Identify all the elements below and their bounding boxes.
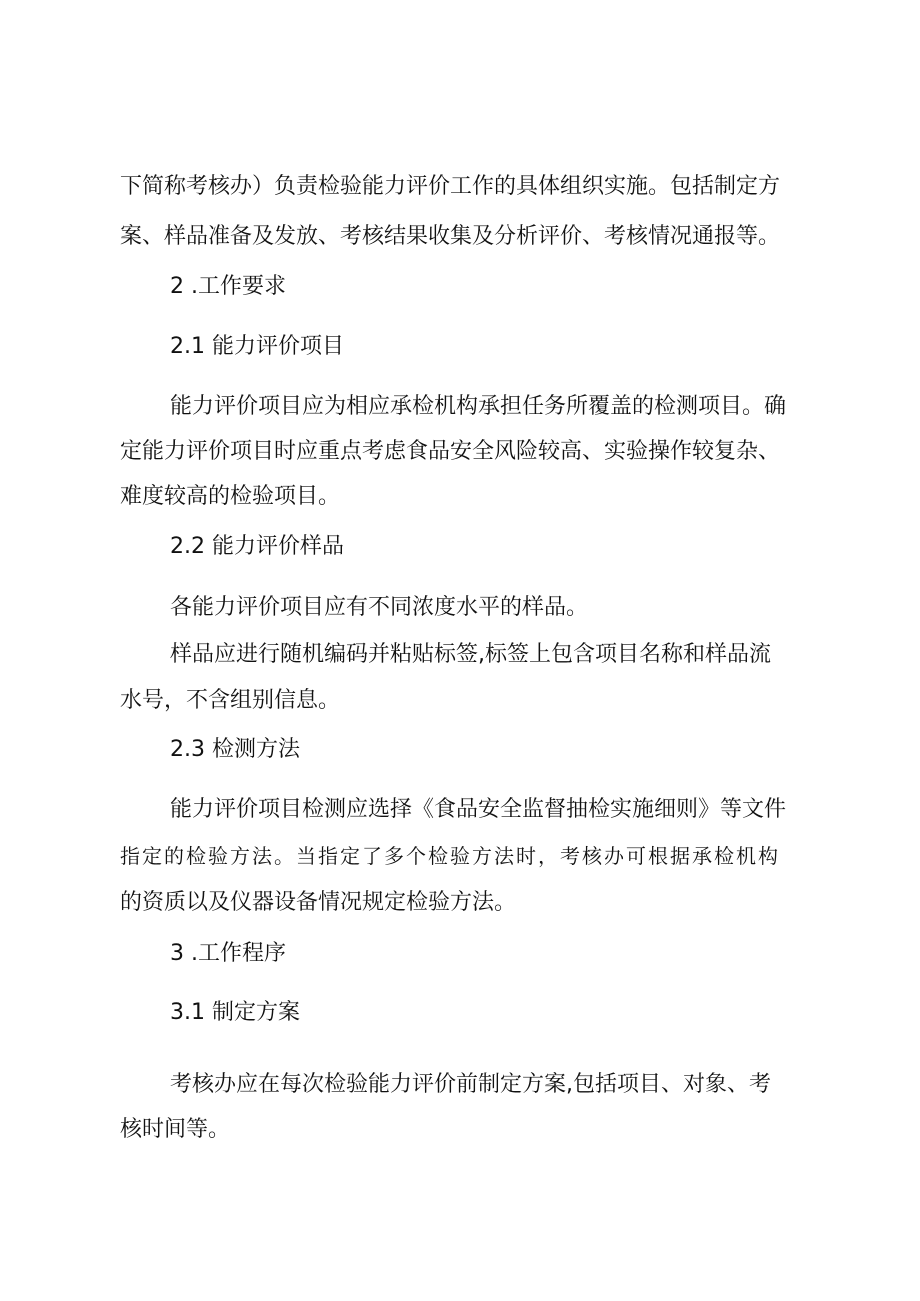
paragraph-line: 指定的检验方法。当指定了多个检验方法时，考核办可根据承检机构 — [120, 844, 780, 868]
paragraph-line: 核时间等。 — [120, 1117, 231, 1142]
subsection-heading: 2.3 检测方法 — [170, 737, 300, 762]
subsection-heading: 3.1 制定方案 — [170, 1000, 300, 1025]
paragraph-line: 考核办应在每次检验能力评价前制定方案,包括项目、对象、考 — [170, 1072, 771, 1097]
paragraph-line: 的资质以及仪器设备情况规定检验方法。 — [120, 890, 517, 915]
paragraph-line: 案、样品准备及发放、考核结果收集及分析评价、考核情况通报等。 — [120, 224, 781, 249]
paragraph-line: 各能力评价项目应有不同浓度水平的样品。 — [170, 595, 589, 620]
paragraph-line: 定能力评价项目时应重点考虑食品安全风险较高、实验操作较复杂、 — [120, 439, 781, 464]
paragraph-line: 水号，不含组别信息。 — [120, 688, 341, 713]
paragraph-line: 下简称考核办）负责检验能力评价工作的具体组织实施。包括制定方 — [120, 174, 781, 199]
section-heading: 3 .工作程序 — [170, 941, 286, 966]
paragraph-line: 能力评价项目检测应选择《食品安全监督抽检实施细则》等文件 — [170, 797, 787, 822]
subsection-heading: 2.2 能力评价样品 — [170, 534, 344, 559]
subsection-heading: 2.1 能力评价项目 — [170, 334, 344, 359]
paragraph-line: 能力评价项目应为相应承检机构承担任务所覆盖的检测项目。确 — [170, 394, 787, 419]
paragraph-line: 样品应进行随机编码并粘贴标签,标签上包含项目名称和样品流 — [170, 642, 771, 667]
paragraph-line: 难度较高的检验项目。 — [120, 484, 341, 509]
section-heading: 2 .工作要求 — [170, 274, 286, 299]
